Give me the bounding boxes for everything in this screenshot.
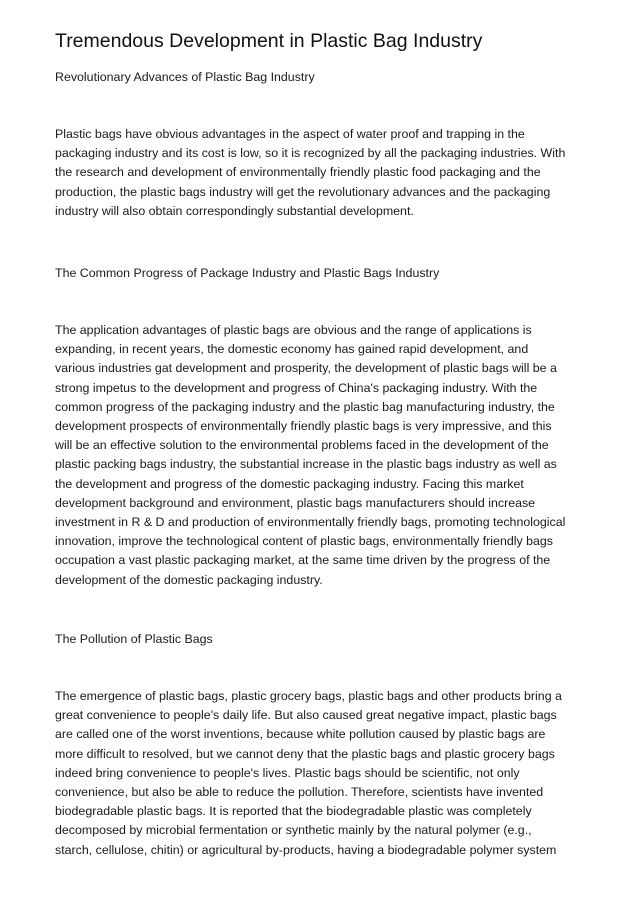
paragraph-line: The emergence of plastic bags, plastic grocery bags, plastic bags and other products bring a — [55, 689, 562, 703]
paragraph-line: industry will also obtain correspondingly substantial development. — [55, 203, 414, 218]
paragraph-line: packaging industry and its cost is low, so it is recognized by all the packaging industries. With — [55, 146, 566, 161]
paragraph-line: production, the plastic bags industry will get the revolutionary advances and the packaging — [55, 184, 551, 199]
section-paragraph-common-progress — [55, 321, 565, 590]
paragraph-line: development background and environment, plastic bags manufacturers should increase — [55, 495, 536, 510]
paragraph-line: great convenience to people's daily life. But also caused great negative impact, plastic bags — [55, 708, 557, 723]
paragraph-line: plastic packing bags industry, the substantial increase in the plastic bags industry as well as — [55, 457, 557, 472]
section-heading-pollution: The Pollution of Plastic Bags — [55, 632, 213, 646]
paragraph-line: biodegradable plastic bags. It is reported that the biodegradable plastic was completely — [55, 804, 532, 819]
section-paragraph-pollution — [55, 687, 562, 860]
paragraph-line: the research and development of environmentally friendly plastic food packaging and the — [55, 165, 541, 180]
paragraph-line: expanding, in recent years, the domestic economy has gained rapid development, and — [55, 342, 529, 357]
paragraph-line: development prospects of environmentally friendly plastic bags is very impressive, and this — [55, 419, 552, 434]
paragraph-line: innovation, improve the technological content of plastic bags, environmentally friendly bags — [55, 534, 553, 549]
paragraph-line: are called one of the worst inventions, because white pollution caused by plastic bags are — [55, 727, 546, 742]
paragraph-line: will be an effective solution to the environmental problems faced in the development of the — [55, 438, 549, 453]
document-title: Tremendous Development in Plastic Bag Industry — [55, 30, 483, 52]
paragraph-line: decomposed by microbial fermentation or synthetic mainly by the natural polymer (e.g., — [55, 823, 532, 838]
paragraph-line: occupation a vast plastic packaging market, at the same time driven by the progress of the — [55, 553, 551, 568]
paragraph-line: strong impetus to the development and progress of China's packaging industry. With the — [55, 380, 538, 395]
section-heading-revolutionary-advances: Revolutionary Advances of Plastic Bag Industry — [55, 70, 315, 84]
paragraph-line: investment in R & D and production of environmentally friendly bags, promoting technological — [55, 515, 566, 530]
paragraph-line: various industries gat development and prosperity, the development of plastic bags will be a — [55, 361, 557, 376]
paragraph-line: common progress of the packaging industry and the plastic bag manufacturing industry, the — [55, 399, 555, 414]
paragraph-line: Plastic bags have obvious advantages in the aspect of water proof and trapping in the — [55, 127, 525, 141]
paragraph-line: The application advantages of plastic bags are obvious and the range of applications is — [55, 323, 532, 337]
section-heading-common-progress: The Common Progress of Package Industry and Plastic Bags Industry — [55, 266, 440, 280]
paragraph-line: the development and progress of the domestic packaging industry. Facing this market — [55, 476, 524, 491]
paragraph-line: convenience, but also be able to reduce the pollution. Therefore, scientists have invented — [55, 785, 544, 800]
paragraph-line: more difficult to resolved, but we cannot deny that the plastic bags and plastic grocery bags — [55, 746, 555, 761]
paragraph-line: indeed bring convenience to people's lives. Plastic bags should be scientific, not only — [55, 765, 520, 780]
paragraph-line: development of the domestic packaging industry. — [55, 572, 323, 587]
section-paragraph-revolutionary-advances — [55, 125, 565, 221]
paragraph-line: starch, cellulose, chitin) or agricultural by-products, having a biodegradable polymer system — [55, 842, 557, 857]
